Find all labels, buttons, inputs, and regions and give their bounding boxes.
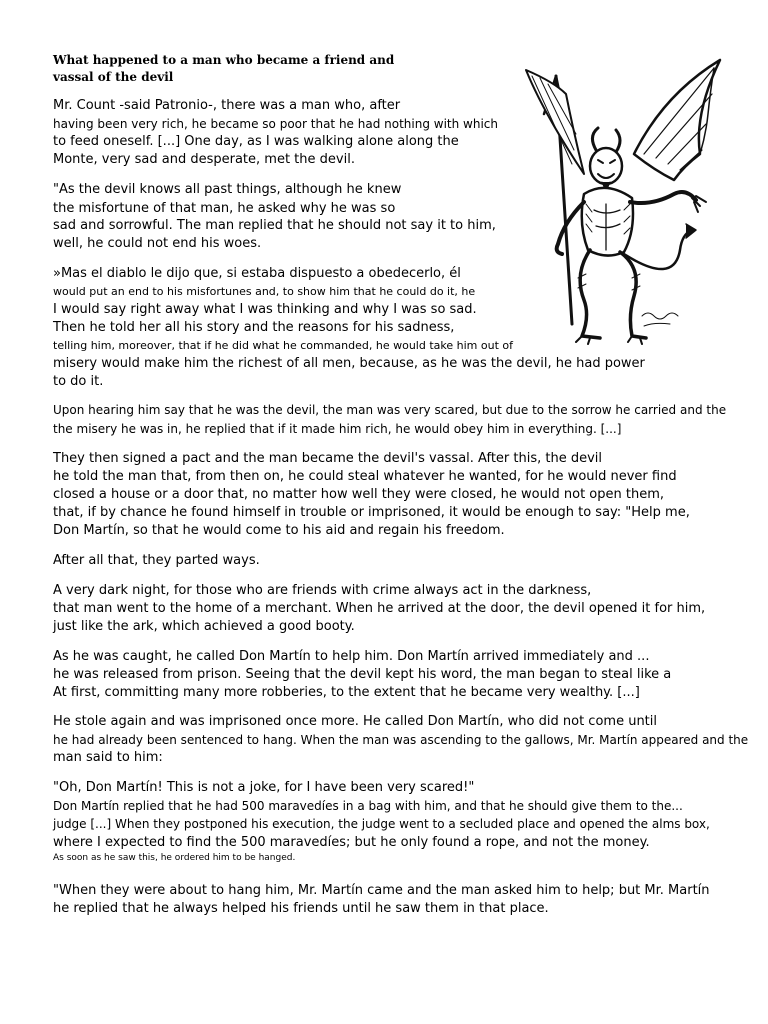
text-line: telling him, moreover, that if he did what he commanded, he would take him out of: [53, 339, 513, 352]
text-line: Then he told her all his story and the reasons for his sadness,: [53, 320, 455, 335]
text-line: Monte, very sad and desperate, met the devil.: [53, 152, 355, 167]
text-line: Upon hearing him say that he was the devil, the man was very scared, but due to the sorrow he carried and the: [53, 403, 727, 417]
text-line: judge [...] When they postponed his execution, the judge went to a secluded place and opened the alms box,: [53, 817, 710, 831]
text-line: to do it.: [53, 374, 104, 389]
text-line: well, he could not end his woes.: [53, 236, 262, 251]
text-line: to feed oneself. [...] One day, as I was walking alone along the: [53, 134, 459, 149]
text-line: After all that, they parted ways.: [53, 553, 260, 568]
text-line: "As the devil knows all past things, although he knew: [53, 182, 402, 197]
text-line: he told the man that, from then on, he could steal whatever he wanted, for he would never find: [53, 469, 677, 484]
text-line: man said to him:: [53, 750, 163, 765]
right-horn: [616, 130, 620, 152]
text-line: just like the ark, which achieved a good booty.: [53, 619, 355, 634]
text-line: he had already been sentenced to hang. When the man was ascending to the gallows, Mr. Martín appeared and the: [53, 733, 749, 747]
text-line: Mr. Count -said Patronio-, there was a man who, after: [53, 98, 401, 113]
text-line: that man went to the home of a merchant. When he arrived at the door, the devil opened it for him,: [53, 601, 706, 616]
left-arm: [557, 202, 584, 254]
document-title: What happened to a man who became a friend and vassal of the devil: [53, 53, 395, 84]
text-line: As soon as he saw this, he ordered him to be hanged.: [53, 853, 296, 863]
left-leg: [580, 250, 600, 338]
text-line: I would say right away what I was thinking and why I was so sad.: [53, 302, 477, 317]
text-line: he was released from prison. Seeing that the devil kept his word, the man began to steal like a: [53, 667, 672, 682]
text-line: he replied that he always helped his friends until he saw them in that place.: [53, 901, 549, 916]
text-line: At first, committing many more robberies, to the extent that he became very wealthy. [...]: [53, 685, 640, 700]
devil-torso: [582, 188, 633, 256]
text-line: would put an end to his misfortunes and, to show him that he could do it, he: [53, 285, 476, 298]
text-line: "When they were about to hang him, Mr. Martín came and the man asked him to help; but Mr. Martín: [53, 883, 710, 898]
text-line: misery would make him the richest of all men, because, as he was the devil, he had power: [53, 356, 645, 371]
text-line: where I expected to find the 500 maravedíes; but he only found a rope, and not the money.: [53, 835, 650, 850]
text-line: the misfortune of that man, he asked why he was so: [53, 201, 396, 216]
text-line: the misery he was in, he replied that if it made him rich, he would obey him in everything. [...]: [53, 422, 622, 436]
text-line: closed a house or a door that, no matter how well they were closed, he would not open them,: [53, 487, 664, 502]
text-line: having been very rich, he became so poor that he had nothing with which: [53, 117, 499, 131]
text-line: "Oh, Don Martín! This is not a joke, for I have been very scared!": [53, 780, 475, 795]
devil-illustration: [524, 54, 724, 346]
devil-tail: [624, 230, 692, 269]
text-line: Don Martín replied that he had 500 maravedíes in a bag with him, and that he should give them to the...: [53, 799, 683, 813]
text-line: He stole again and was imprisoned once more. He called Don Martín, who did not come until: [53, 714, 657, 729]
text-line: A very dark night, for those who are friends with crime always act in the darkness,: [53, 583, 592, 598]
left-wing: [526, 70, 584, 174]
text-line: sad and sorrowful. The man replied that he should not say it to him,: [53, 218, 496, 233]
artist-signature: [642, 313, 678, 326]
text-line: »Mas el diablo le dijo que, si estaba dispuesto a obedecerlo, él: [53, 266, 461, 281]
text-line: As he was caught, he called Don Martín to help him. Don Martín arrived immediately and ...: [53, 649, 650, 664]
text-line: that, if by chance he found himself in trouble or imprisoned, it would be enough to say: "Help me,: [53, 505, 690, 520]
right-arm: [630, 192, 696, 203]
text-line: Don Martín, so that he would come to his aid and regain his freedom.: [53, 523, 505, 538]
left-horn: [592, 128, 598, 150]
text-line: They then signed a pact and the man became the devil's vassal. After this, the devil: [53, 451, 603, 466]
